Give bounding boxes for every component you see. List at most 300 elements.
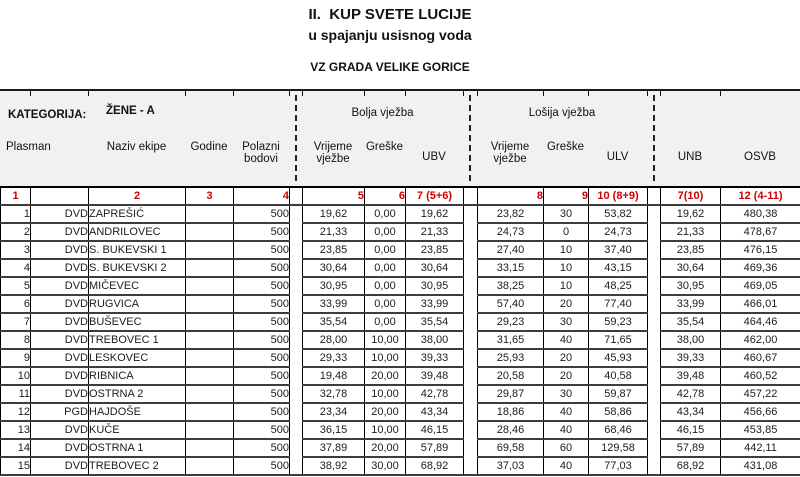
column-tick [88, 91, 89, 96]
cell-polazni-bodovi: 500 [234, 313, 290, 331]
cell-polazni-bodovi: 500 [234, 331, 290, 349]
cell-vrijeme-better: 19,48 [303, 367, 365, 385]
col-header-vrijeme-worse [477, 141, 543, 165]
column-tick [477, 91, 478, 96]
group-separator-dashed [653, 95, 655, 181]
cell-team-name: RUGVICA [89, 295, 186, 313]
cell-polazni-bodovi: 500 [234, 223, 290, 241]
cell-greske-worse: 30 [544, 385, 589, 403]
cell-team-name: S. BUKEVSKI 2 [89, 259, 186, 277]
cell-vrijeme-worse: 29,87 [478, 385, 544, 403]
cell-unb: 43,34 [661, 403, 721, 421]
cell-plasman: 1 [1, 205, 31, 223]
column-tick [588, 91, 589, 96]
cell-vrijeme-worse: 31,65 [478, 331, 544, 349]
cell-ulv: 43,15 [589, 259, 648, 277]
cell-greske-better: 0,00 [365, 205, 406, 223]
cell-vrijeme-worse: 23,82 [478, 205, 544, 223]
cell-spacer [464, 241, 478, 259]
cell-greske-better: 10,00 [365, 331, 406, 349]
col-header-plasman: Plasman [6, 141, 51, 153]
cell-spacer [648, 277, 661, 295]
cell-godine [186, 241, 234, 259]
cell-polazni-bodovi: 500 [234, 403, 290, 421]
index-cell: 6 [365, 187, 406, 205]
cell-greske-better: 10,00 [365, 385, 406, 403]
cell-plasman: 14 [1, 439, 31, 457]
cell-osvb: 469,05 [721, 277, 800, 295]
col-header-ulv: ULV [606, 151, 629, 163]
cell-osvb: 464,46 [721, 313, 800, 331]
cell-team-name: RIBNICA [89, 367, 186, 385]
table-row [1, 421, 800, 439]
index-cell-spacer [290, 187, 303, 205]
table-row [1, 259, 800, 277]
cell-ubv: 23,85 [406, 241, 464, 259]
table-row [1, 313, 800, 331]
cell-spacer [464, 457, 478, 475]
cell-godine [186, 331, 234, 349]
cell-ulv: 24,73 [589, 223, 648, 241]
cell-greske-worse: 60 [544, 439, 589, 457]
index-cell [31, 187, 89, 205]
cell-ulv: 68,46 [589, 421, 648, 439]
col-header-godine: Godine [190, 141, 228, 153]
cell-greske-better: 20,00 [365, 367, 406, 385]
cell-polazni-bodovi: 500 [234, 421, 290, 439]
cell-spacer [290, 223, 303, 241]
cell-unb: 30,95 [661, 277, 721, 295]
cell-ubv: 42,78 [406, 385, 464, 403]
table-row [1, 277, 800, 295]
cell-osvb: 480,38 [721, 205, 800, 223]
cell-greske-worse: 40 [544, 331, 589, 349]
cell-greske-worse: 40 [544, 403, 589, 421]
index-cell: 10 (8+9) [589, 187, 648, 205]
cell-vrijeme-worse: 57,40 [478, 295, 544, 313]
cell-polazni-bodovi: 500 [234, 439, 290, 457]
cell-team-name: LESKOVEC [89, 349, 186, 367]
cell-spacer [290, 295, 303, 313]
cell-greske-better: 0,00 [365, 259, 406, 277]
cell-osvb: 460,52 [721, 367, 800, 385]
cell-spacer [648, 403, 661, 421]
col-header-polazni-line2: bodovi [244, 153, 278, 165]
group-separator-dashed [295, 95, 297, 181]
cell-polazni-bodovi: 500 [234, 205, 290, 223]
column-tick [405, 91, 406, 96]
cell-spacer [648, 385, 661, 403]
cell-team-name: ZAPREŠIĆ [89, 205, 186, 223]
table-row [1, 205, 800, 223]
cell-greske-better: 0,00 [365, 313, 406, 331]
cell-vrijeme-better: 37,89 [303, 439, 365, 457]
cell-unb: 19,62 [661, 205, 721, 223]
cell-plasman: 12 [1, 403, 31, 421]
cell-godine [186, 403, 234, 421]
cell-org-type: DVD [31, 421, 89, 439]
cell-ulv: 59,87 [589, 385, 648, 403]
cell-osvb: 453,85 [721, 421, 800, 439]
cell-osvb: 469,36 [721, 259, 800, 277]
cell-greske-worse: 10 [544, 241, 589, 259]
cell-osvb: 442,11 [721, 439, 800, 457]
index-cell: 7 (5+6) [406, 187, 464, 205]
cell-godine [186, 313, 234, 331]
cell-org-type: DVD [31, 259, 89, 277]
cell-ubv: 39,48 [406, 367, 464, 385]
table-row [1, 439, 800, 457]
cell-team-name: BUŠEVEC [89, 313, 186, 331]
cell-godine [186, 277, 234, 295]
column-tick [30, 91, 31, 96]
cell-vrijeme-worse: 20,58 [478, 367, 544, 385]
group-separator-dashed [469, 95, 471, 181]
table-row [1, 457, 800, 475]
table-row [1, 331, 800, 349]
cell-org-type: PGD [31, 403, 89, 421]
cell-ulv: 77,03 [589, 457, 648, 475]
column-tick [289, 91, 290, 96]
cell-ubv: 68,92 [406, 457, 464, 475]
cell-vrijeme-better: 29,33 [303, 349, 365, 367]
cell-godine [186, 457, 234, 475]
cell-org-type: DVD [31, 385, 89, 403]
cell-ubv: 46,15 [406, 421, 464, 439]
cell-plasman: 10 [1, 367, 31, 385]
cell-polazni-bodovi: 500 [234, 457, 290, 475]
cell-unb: 68,92 [661, 457, 721, 475]
cell-greske-better: 10,00 [365, 421, 406, 439]
cell-unb: 23,85 [661, 241, 721, 259]
cell-spacer [464, 421, 478, 439]
cell-org-type: DVD [31, 331, 89, 349]
column-tick [233, 91, 234, 96]
cell-vrijeme-worse: 25,93 [478, 349, 544, 367]
table-header-section [0, 89, 800, 186]
index-cell: 3 [186, 187, 234, 205]
cell-vrijeme-worse: 29,23 [478, 313, 544, 331]
cell-polazni-bodovi: 500 [234, 277, 290, 295]
cell-unb: 39,33 [661, 349, 721, 367]
cell-org-type: DVD [31, 457, 89, 475]
cell-org-type: DVD [31, 367, 89, 385]
cell-vrijeme-worse: 69,58 [478, 439, 544, 457]
cell-spacer [290, 205, 303, 223]
cell-vrijeme-better: 30,95 [303, 277, 365, 295]
index-cell-spacer [648, 187, 661, 205]
cell-ulv: 129,58 [589, 439, 648, 457]
index-cell: 9 [544, 187, 589, 205]
cell-vrijeme-worse: 37,03 [478, 457, 544, 475]
cell-spacer [290, 259, 303, 277]
cell-spacer [464, 259, 478, 277]
cell-ulv: 53,82 [589, 205, 648, 223]
cell-spacer [464, 223, 478, 241]
cell-ubv: 38,00 [406, 331, 464, 349]
cell-spacer [648, 313, 661, 331]
cell-osvb: 466,01 [721, 295, 800, 313]
cell-spacer [290, 457, 303, 475]
group-header-better: Bolja vježba [351, 107, 414, 119]
table-row [1, 295, 800, 313]
cell-vrijeme-better: 30,64 [303, 259, 365, 277]
cell-ulv: 77,40 [589, 295, 648, 313]
column-tick [364, 91, 365, 96]
col-header-greske-worse: Greške [546, 141, 585, 153]
column-tick [302, 91, 303, 96]
column-tick [463, 91, 464, 96]
cell-spacer [290, 349, 303, 367]
cell-spacer [648, 421, 661, 439]
cell-vrijeme-worse: 28,46 [478, 421, 544, 439]
cell-godine [186, 259, 234, 277]
cell-team-name: OSTRNA 2 [89, 385, 186, 403]
cell-vrijeme-worse: 27,40 [478, 241, 544, 259]
cell-vrijeme-better: 35,54 [303, 313, 365, 331]
cell-greske-better: 10,00 [365, 349, 406, 367]
cell-osvb: 456,66 [721, 403, 800, 421]
cell-spacer [464, 313, 478, 331]
cell-plasman: 4 [1, 259, 31, 277]
cell-team-name: KUČE [89, 421, 186, 439]
cell-spacer [290, 241, 303, 259]
cell-unb: 30,64 [661, 259, 721, 277]
cell-ubv: 43,34 [406, 403, 464, 421]
cell-spacer [290, 367, 303, 385]
cell-godine [186, 421, 234, 439]
cell-unb: 39,48 [661, 367, 721, 385]
category-value: ŽENE - A [106, 105, 155, 117]
cell-org-type: DVD [31, 349, 89, 367]
cell-spacer [648, 295, 661, 313]
cell-spacer [648, 349, 661, 367]
cell-vrijeme-better: 19,62 [303, 205, 365, 223]
results-table [0, 186, 800, 476]
cell-spacer [464, 385, 478, 403]
column-tick [660, 91, 661, 96]
col-header-greske-better: Greške [365, 141, 404, 153]
cell-godine [186, 367, 234, 385]
cell-unb: 35,54 [661, 313, 721, 331]
col-header-vrijeme-better [302, 141, 364, 165]
cell-plasman: 5 [1, 277, 31, 295]
cell-spacer [648, 259, 661, 277]
cell-ulv: 37,40 [589, 241, 648, 259]
cell-greske-better: 20,00 [365, 403, 406, 421]
cell-vrijeme-better: 36,15 [303, 421, 365, 439]
table-row [1, 385, 800, 403]
index-cell: 2 [89, 187, 186, 205]
cell-vrijeme-better: 21,33 [303, 223, 365, 241]
cell-spacer [464, 205, 478, 223]
cell-greske-worse: 40 [544, 457, 589, 475]
cell-godine [186, 295, 234, 313]
cell-ubv: 19,62 [406, 205, 464, 223]
cell-greske-better: 0,00 [365, 241, 406, 259]
cell-ubv: 21,33 [406, 223, 464, 241]
col-header-vrijeme-line1: Vrijeme [313, 141, 353, 153]
cell-greske-better: 30,00 [365, 457, 406, 475]
cell-ulv: 45,93 [589, 349, 648, 367]
col-header-naziv-ekipe: Naziv ekipe [106, 141, 167, 153]
cell-osvb: 457,22 [721, 385, 800, 403]
cell-plasman: 2 [1, 223, 31, 241]
col-header-ubv: UBV [422, 151, 446, 163]
cell-spacer [648, 241, 661, 259]
cell-ulv: 40,58 [589, 367, 648, 385]
cell-plasman: 6 [1, 295, 31, 313]
group-header-worse: Lošija vježba [528, 107, 596, 119]
cell-greske-worse: 20 [544, 295, 589, 313]
cell-spacer [290, 385, 303, 403]
cell-spacer [290, 277, 303, 295]
index-cell-spacer [464, 187, 478, 205]
cell-vrijeme-better: 33,99 [303, 295, 365, 313]
cell-polazni-bodovi: 500 [234, 367, 290, 385]
cell-org-type: DVD [31, 277, 89, 295]
cell-spacer [290, 313, 303, 331]
index-cell: 8 [478, 187, 544, 205]
cell-spacer [648, 205, 661, 223]
cell-ulv: 48,25 [589, 277, 648, 295]
cell-greske-worse: 30 [544, 313, 589, 331]
column-tick [185, 91, 186, 96]
cell-osvb: 476,15 [721, 241, 800, 259]
cell-team-name: OSTRNA 1 [89, 439, 186, 457]
cell-unb: 46,15 [661, 421, 721, 439]
index-cell: 12 (4-11) [721, 187, 800, 205]
cell-vrijeme-better: 23,85 [303, 241, 365, 259]
index-cell: 5 [303, 187, 365, 205]
cell-osvb: 460,67 [721, 349, 800, 367]
table-row [1, 241, 800, 259]
cell-team-name: TREBOVEC 1 [89, 331, 186, 349]
cell-greske-worse: 20 [544, 349, 589, 367]
cell-vrijeme-better: 23,34 [303, 403, 365, 421]
cell-spacer [648, 439, 661, 457]
cell-greske-worse: 0 [544, 223, 589, 241]
cell-spacer [464, 331, 478, 349]
cell-polazni-bodovi: 500 [234, 295, 290, 313]
cell-spacer [464, 277, 478, 295]
cell-greske-better: 0,00 [365, 277, 406, 295]
table-row [1, 349, 800, 367]
cell-ubv: 33,99 [406, 295, 464, 313]
cell-ulv: 71,65 [589, 331, 648, 349]
cell-polazni-bodovi: 500 [234, 349, 290, 367]
cell-spacer [464, 295, 478, 313]
cell-spacer [290, 403, 303, 421]
cell-ubv: 30,95 [406, 277, 464, 295]
cell-plasman: 15 [1, 457, 31, 475]
cell-spacer [648, 223, 661, 241]
col-header-polazni-bodovi [233, 141, 289, 165]
cell-org-type: DVD [31, 205, 89, 223]
col-header-polazni-line1: Polazni [242, 141, 280, 153]
cell-osvb: 462,00 [721, 331, 800, 349]
column-tick [720, 91, 721, 96]
index-cell: 7(10) [661, 187, 721, 205]
cell-ubv: 57,89 [406, 439, 464, 457]
cell-greske-worse: 30 [544, 205, 589, 223]
cell-spacer [290, 331, 303, 349]
cell-vrijeme-better: 32,78 [303, 385, 365, 403]
cell-org-type: DVD [31, 223, 89, 241]
cell-ubv: 35,54 [406, 313, 464, 331]
cell-vrijeme-better: 38,92 [303, 457, 365, 475]
cell-vrijeme-worse: 33,15 [478, 259, 544, 277]
column-tick [543, 91, 544, 96]
cell-team-name: S. BUKEVSKI 1 [89, 241, 186, 259]
cell-plasman: 7 [1, 313, 31, 331]
cell-polazni-bodovi: 500 [234, 241, 290, 259]
cell-spacer [648, 367, 661, 385]
cell-godine [186, 385, 234, 403]
cell-team-name: TREBOVEC 2 [89, 457, 186, 475]
cell-ubv: 39,33 [406, 349, 464, 367]
col-header-vrijeme-line1: Vrijeme [490, 141, 530, 153]
cell-greske-better: 20,00 [365, 439, 406, 457]
col-header-vrijeme-line2: vježbe [493, 153, 527, 165]
table-row [1, 403, 800, 421]
cell-org-type: DVD [31, 313, 89, 331]
column-index-row [1, 187, 800, 205]
cell-greske-worse: 20 [544, 367, 589, 385]
cell-godine [186, 205, 234, 223]
cell-vrijeme-worse: 38,25 [478, 277, 544, 295]
column-tick [647, 91, 648, 96]
cell-org-type: DVD [31, 295, 89, 313]
cell-plasman: 13 [1, 421, 31, 439]
cell-polazni-bodovi: 500 [234, 385, 290, 403]
cell-team-name: MIČEVEC [89, 277, 186, 295]
cell-greske-worse: 10 [544, 277, 589, 295]
cell-godine [186, 439, 234, 457]
cell-vrijeme-worse: 18,86 [478, 403, 544, 421]
col-header-unb: UNB [677, 151, 703, 163]
cell-plasman: 3 [1, 241, 31, 259]
index-cell: 1 [1, 187, 31, 205]
cell-greske-worse: 40 [544, 421, 589, 439]
cell-unb: 38,00 [661, 331, 721, 349]
cell-ulv: 59,23 [589, 313, 648, 331]
cell-godine [186, 349, 234, 367]
col-header-osvb: OSVB [744, 151, 776, 163]
cell-team-name: HAJDOŠE [89, 403, 186, 421]
category-label: KATEGORIJA: [8, 109, 87, 121]
cell-plasman: 8 [1, 331, 31, 349]
cell-godine [186, 223, 234, 241]
cell-spacer [290, 439, 303, 457]
cell-spacer [464, 439, 478, 457]
cell-spacer [464, 403, 478, 421]
cell-spacer [290, 421, 303, 439]
cell-polazni-bodovi: 500 [234, 259, 290, 277]
cell-ulv: 58,86 [589, 403, 648, 421]
page-subtitle: u spajanju usisnog voda [308, 27, 472, 43]
cell-vrijeme-worse: 24,73 [478, 223, 544, 241]
cell-plasman: 9 [1, 349, 31, 367]
cell-org-type: DVD [31, 241, 89, 259]
cell-vrijeme-better: 28,00 [303, 331, 365, 349]
cell-greske-better: 0,00 [365, 223, 406, 241]
page-title: II. KUP SVETE LUCIJE [308, 6, 472, 23]
cell-team-name: ANDRILOVEC [89, 223, 186, 241]
table-row [1, 223, 800, 241]
cell-org-type: DVD [31, 439, 89, 457]
cell-unb: 33,99 [661, 295, 721, 313]
